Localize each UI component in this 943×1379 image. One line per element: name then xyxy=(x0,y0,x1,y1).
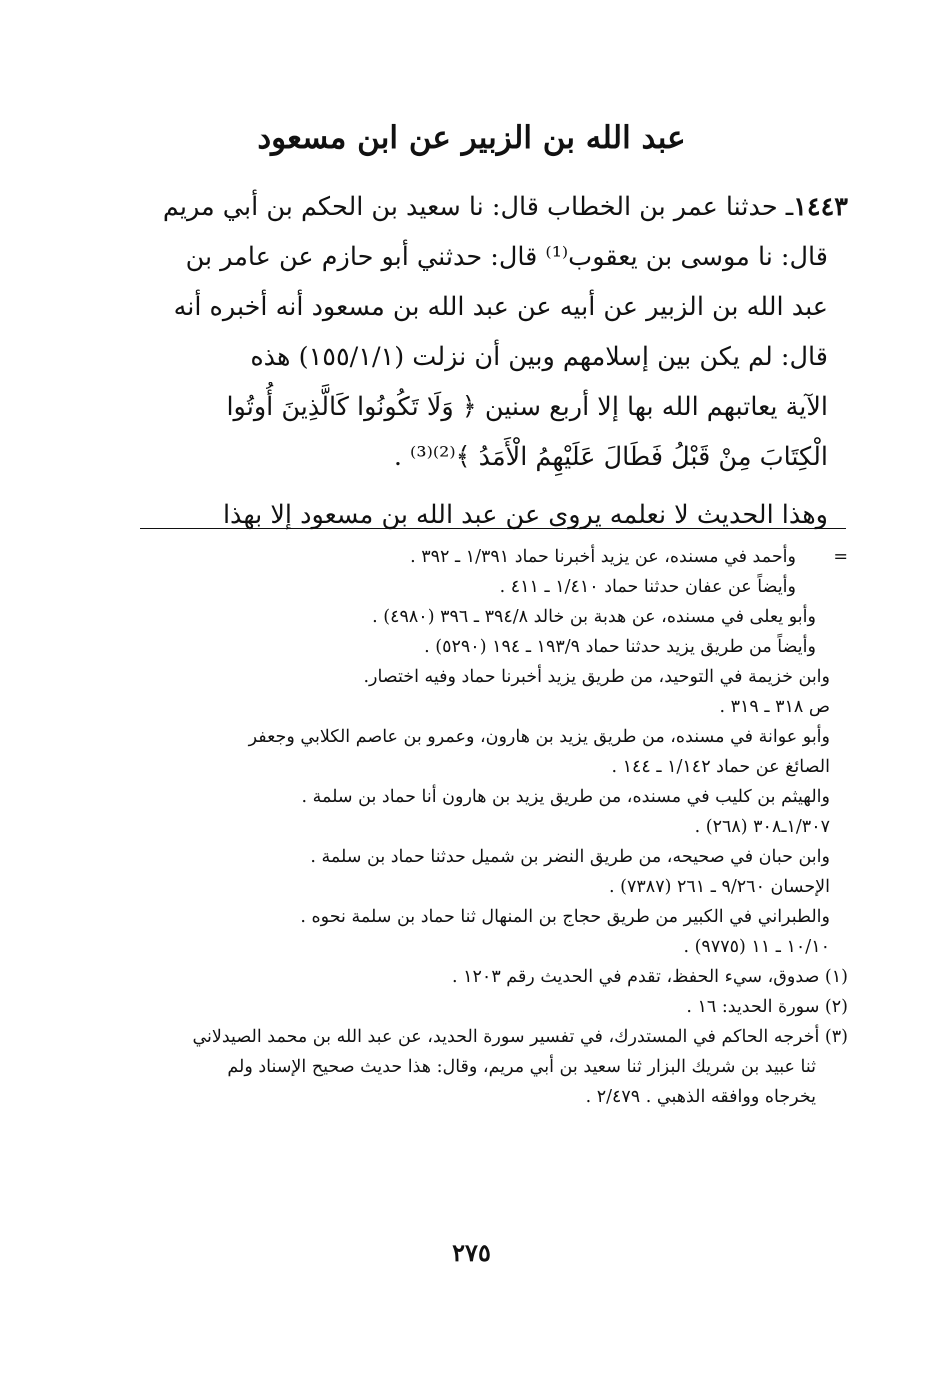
footnote-line xyxy=(140,872,848,902)
hadith-line: قال: لم يكن بين إسلامهم وبين أن نزلت (١٥٥/١/١) هذه xyxy=(250,342,828,372)
footnote-text: ١٠/١٠ ـ ١١ (٩٧٧٥) . xyxy=(683,937,830,957)
footnote-text: والطبراني في الكبير من طريق حجاج بن المنهال ثنا حماد بن سلمة نحوه . xyxy=(300,907,830,927)
footnote-line xyxy=(140,902,848,932)
hadith-text xyxy=(138,182,848,540)
footnote-divider xyxy=(140,528,846,529)
hadith-line xyxy=(138,182,848,232)
footnote-line xyxy=(140,692,848,722)
footnote-line xyxy=(140,812,848,842)
footnote-text: وابن خزيمة في التوحيد، من طريق يزيد أخبرنا حماد وفيه اختصار. xyxy=(363,667,830,687)
footnote-text: وأيضاً عن عفان حدثنا حماد ١/٤١٠ ـ ٤١١ . xyxy=(499,577,796,597)
footnote-line xyxy=(140,572,848,602)
footnote-text: ١/٣٠٧ـ٣٠٨ (٢٦٨) . xyxy=(694,817,830,837)
numbered-footnote-line: (٢) سورة الحديد: ١٦ . xyxy=(686,997,848,1017)
numbered-footnotes xyxy=(140,962,848,1112)
hadith-closing-line: وهذا الحديث لا نعلمه يروى عن عبد الله بن مسعود إلا بهذا xyxy=(222,500,828,530)
footnote-text: والهيثم بن كليب في مسنده، من طريق يزيد بن هارون أنا حماد بن سلمة . xyxy=(301,787,830,807)
hadith-line: الآية يعاتبهم الله بها إلا أربع سنين ﴿ وَلَا تَكُونُوا كَالَّذِينَ أُوتُوا xyxy=(226,392,828,422)
footnote-text: ص ٣١٨ ـ ٣١٩ . xyxy=(719,697,830,717)
footnote-line xyxy=(140,632,848,662)
footnote-line xyxy=(140,602,848,632)
numbered-footnote-line: (٣) أخرجه الحاكم في المستدرك، في تفسير سورة الحديد، عن عبد الله بن محمد الصيدلاني xyxy=(192,1027,848,1047)
footnote-line xyxy=(140,932,848,962)
hadith-line: قال: نا موسى بن يعقوب⁽¹⁾ قال: حدثني أبو حازم عن عامر بن xyxy=(185,242,828,272)
footnote-text: وابن حبان في صحيحه، من طريق النضر بن شميل حدثنا حماد بن سلمة . xyxy=(310,847,830,867)
footnote-line xyxy=(140,662,848,692)
footnote-line xyxy=(140,782,848,812)
footnote-text: وأيضاً من طريق يزيد حدثنا حماد ١٩٣/٩ ـ ١٩٤ (٥٢٩٠) . xyxy=(424,637,816,657)
footnote-line xyxy=(140,722,848,752)
numbered-footnote-line: يخرجاه ووافقه الذهبي . ٢/٤٧٩ . xyxy=(585,1087,816,1107)
hadith-line: الْكِتَابَ مِنْ قَبْلُ فَطَالَ عَلَيْهِمُ الْأَمَدُ ﴾⁽²⁾⁽³⁾ . xyxy=(393,442,828,472)
continued-footnote xyxy=(140,542,848,962)
chapter-heading: عبد الله بن الزبير عن ابن مسعود xyxy=(257,120,686,156)
hadith-line-text: ـ حدثنا عمر بن الخطاب قال: نا سعيد بن الحكم بن أبي مريم xyxy=(162,192,794,222)
footnote-text: وأبو يعلى في مسنده، عن هدبة بن خالد ٣٩٤/٨ ـ ٣٩٦ (٤٩٨٠) . xyxy=(372,607,816,627)
footnote-line xyxy=(140,842,848,872)
footnote-line xyxy=(140,752,848,782)
hadith-number: ١٤٤٣ xyxy=(793,192,848,222)
footnote-text: الإحسان ٩/٢٦٠ ـ ٢٦١ (٧٣٨٧) . xyxy=(609,877,830,897)
footnote-text: وأبو عوانة في مسنده، من طريق يزيد بن هارون، وعمرو بن عاصم الكلابي وجعفر xyxy=(248,727,830,747)
page-number: ٢٧٥ xyxy=(452,1238,491,1267)
numbered-footnote-line: ثنا عبيد بن شريك البزار ثنا سعيد بن أبي مريم، وقال: هذا حديث صحيح الإسناد ولم xyxy=(227,1057,816,1077)
footnotes-section xyxy=(140,542,848,1112)
hadith-line: عبد الله بن الزبير عن أبيه عن عبد الله بن مسعود أنه أخبره أنه xyxy=(173,292,828,322)
footnote-text: وأحمد في مسنده، عن يزيد أخبرنا حماد ١/٣٩١ ـ ٣٩٢ . xyxy=(410,547,796,567)
numbered-footnote-line: (١) صدوق، سيء الحفظ، تقدم في الحديث رقم ١٢٠٣ . xyxy=(451,967,848,987)
continuation-mark: = xyxy=(833,547,848,567)
footnote-line xyxy=(140,542,848,572)
footnote-text: الصائغ عن حماد ١/١٤٢ ـ ١٤٤ . xyxy=(611,757,830,777)
